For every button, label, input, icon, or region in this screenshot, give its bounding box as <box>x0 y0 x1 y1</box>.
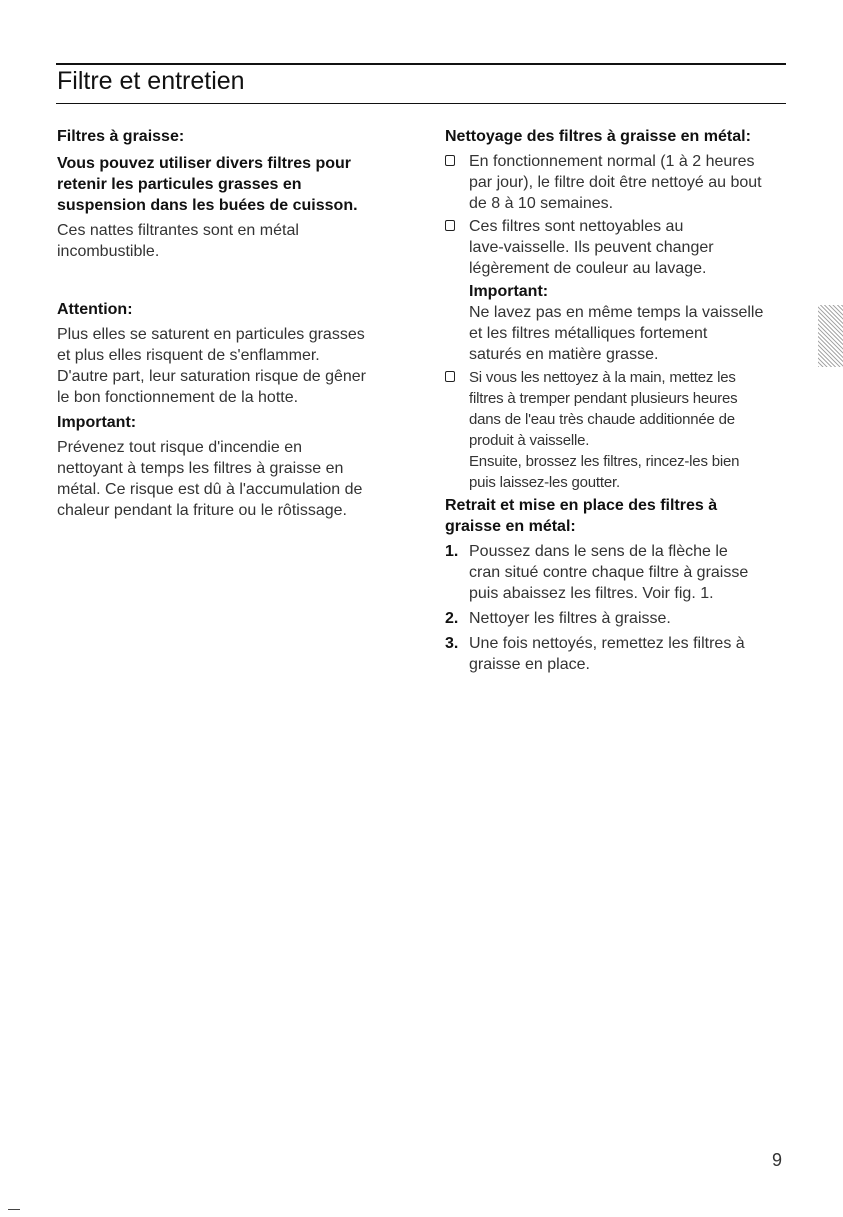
important-line: et les filtres métalliques fortement <box>469 325 708 342</box>
bullet-line: Ces filtres sont nettoyables au <box>469 218 684 235</box>
bullet-line: de 8 à 10 semaines. <box>469 195 614 212</box>
intro-line: incombustible. <box>57 243 160 260</box>
bullet-line: légèrement de couleur au lavage. <box>469 260 707 277</box>
checkbox-bullet-icon <box>445 220 455 231</box>
attention-line: D'autre part, leur saturation risque de gêner <box>57 368 367 385</box>
intro-paragraph <box>57 220 402 262</box>
checkbox-bullet-icon <box>445 155 455 166</box>
step-line: Une fois nettoyés, remettez les filtres à <box>469 635 745 652</box>
important-line: nettoyant à temps les filtres à graisse en <box>57 460 344 477</box>
step-number: 2. <box>445 610 459 627</box>
bullet-line: filtres à tremper pendant plusieurs heures <box>469 390 738 407</box>
step-number: 1. <box>445 543 459 560</box>
important-line: chaleur pendant la friture ou le rôtissage. <box>57 502 347 519</box>
bullet-line: produit à vaisselle. <box>469 432 590 449</box>
bullet-line: dans de l'eau très chaude additionnée de <box>469 411 735 428</box>
bullet-line: puis laissez-les goutter. <box>469 474 620 491</box>
important-line: métal. Ce risque est dû à l'accumulation de <box>57 481 363 498</box>
bullet-item <box>445 216 790 279</box>
page-title: Filtre et entretien <box>57 67 245 95</box>
important-line: Prévenez tout risque d'incendie en <box>57 439 302 456</box>
intro-line: Ces nattes filtrantes sont en métal <box>57 222 299 239</box>
important-line: saturés en matière grasse. <box>469 346 659 363</box>
step-item <box>445 633 790 675</box>
heading-line: Retrait et mise en place des filtres à <box>445 497 718 514</box>
right-column <box>445 126 790 675</box>
important-note <box>445 281 790 365</box>
heading-important: Important: <box>57 414 137 431</box>
bullet-line: par jour), le filtre doit être nettoyé au bout <box>469 174 762 191</box>
heading-line: graisse en métal: <box>445 518 576 535</box>
bullet-item <box>445 367 790 493</box>
bullet-item <box>445 151 790 214</box>
bullet-line: lave-vaisselle. Ils peuvent changer <box>469 239 714 256</box>
checkbox-bullet-icon <box>445 371 455 382</box>
step-item <box>445 541 790 604</box>
header-rule-bottom <box>56 103 786 104</box>
step-line: Nettoyer les filtres à graisse. <box>469 610 671 627</box>
attention-line: Plus elles se saturent en particules grasses <box>57 326 365 343</box>
heading-attention: Attention: <box>57 301 133 318</box>
heading-nettoyage: Nettoyage des filtres à graisse en métal: <box>445 128 751 145</box>
step-line: Poussez dans le sens de la flèche le <box>469 543 728 560</box>
bullet-line: Ensuite, brossez les filtres, rincez-les bien <box>469 453 740 470</box>
page-number: 9 <box>772 1150 783 1170</box>
heading-retrait <box>445 495 790 537</box>
heading-filtres-graisse: Filtres à graisse: <box>57 128 185 145</box>
lead-line: retenir les particules grasses en <box>57 176 302 193</box>
step-line: graisse en place. <box>469 656 590 673</box>
lead-line: suspension dans les buées de cuisson. <box>57 197 358 214</box>
lead-line: Vous pouvez utiliser divers filtres pour <box>57 155 351 172</box>
lead-paragraph <box>57 153 402 216</box>
left-column <box>57 126 402 521</box>
attention-line: le bon fonctionnement de la hotte. <box>57 389 299 406</box>
attention-paragraph <box>57 324 402 408</box>
step-line: puis abaissez les filtres. Voir fig. 1. <box>469 585 714 602</box>
heading-important: Important: <box>469 283 549 300</box>
bullet-line: Si vous les nettoyez à la main, mettez les <box>469 369 736 386</box>
step-line: cran situé contre chaque filtre à graisse <box>469 564 749 581</box>
step-item <box>445 608 790 629</box>
thumb-index-tab <box>818 305 843 367</box>
corner-mark <box>8 1209 20 1210</box>
important-paragraph <box>57 437 402 521</box>
header-rule-top <box>56 63 786 65</box>
step-number: 3. <box>445 635 459 652</box>
attention-line: et plus elles risquent de s'enflammer. <box>57 347 320 364</box>
bullet-line: En fonctionnement normal (1 à 2 heures <box>469 153 755 170</box>
important-line: Ne lavez pas en même temps la vaisselle <box>469 304 764 321</box>
